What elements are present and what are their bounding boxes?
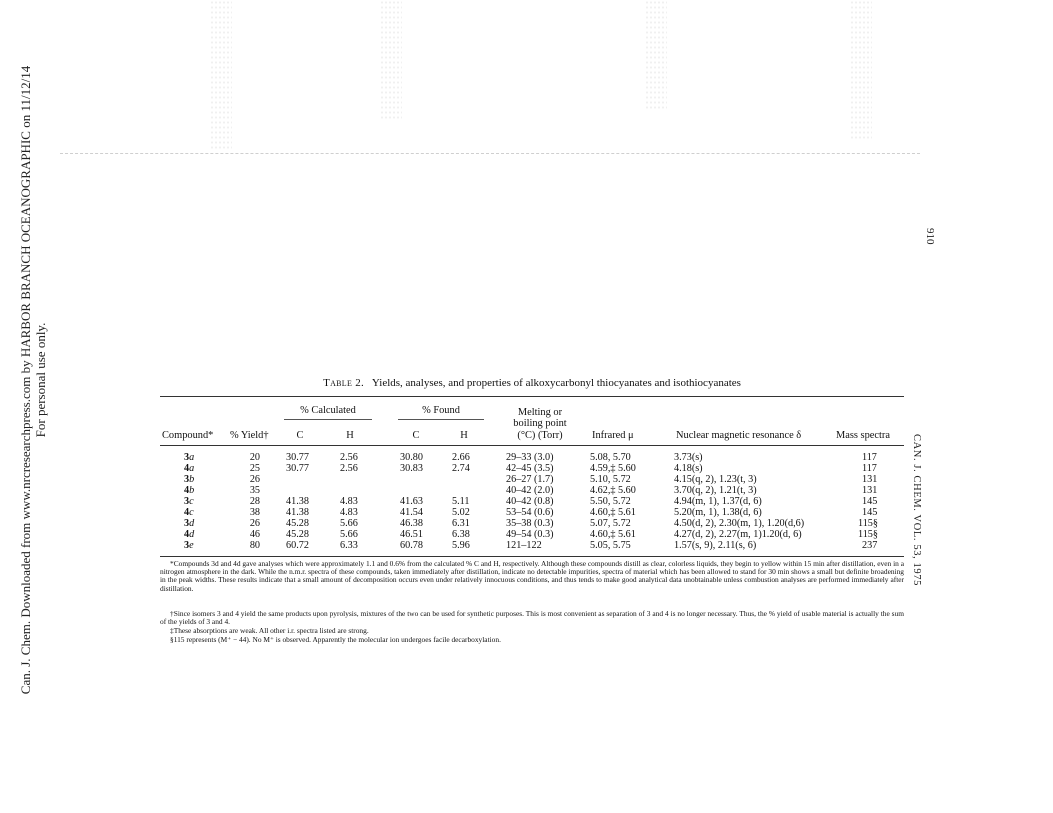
compound-number: 3 — [184, 474, 190, 485]
compound-letter: b — [189, 485, 195, 496]
header-found: % Found — [422, 405, 460, 416]
ms-cell: 117 — [862, 452, 877, 463]
nmr-cell: 4.27(d, 2), 2.27(m, 1)1.20(d, 6) — [674, 529, 802, 540]
compound-number: 3 — [184, 452, 190, 463]
table-caption-text: Yields, analyses, and properties of alkoxycarbonyl thiocyanates and isothiocyanates — [371, 377, 741, 389]
found-c-cell: 41.54 — [400, 507, 423, 518]
header-calc-c: C — [296, 430, 304, 441]
calc-c-cell: 60.72 — [286, 540, 309, 551]
header-yield: % Yield† — [230, 430, 269, 441]
compound-letter: d — [189, 518, 195, 529]
compound-cell — [184, 496, 194, 507]
yield-cell: 80 — [249, 540, 260, 551]
compound-letter: b — [189, 474, 195, 485]
ms-cell: 117 — [862, 463, 877, 474]
compound-cell — [184, 518, 194, 529]
compound-letter: a — [189, 463, 195, 474]
table-bottom-rule — [160, 556, 904, 557]
header-bp-line3: (°C) (Torr) — [517, 430, 563, 441]
footnote-absorptions: ‡These absorptions are weak. All other i.r. spectra listed are strong. — [170, 626, 369, 635]
download-notice-line2: For personal use only. — [33, 322, 48, 438]
found-c-cell: 60.78 — [400, 540, 423, 551]
nmr-cell: 4.50(d, 2), 2.30(m, 1), 1.20(d,6) — [674, 518, 805, 529]
found-subrule — [398, 419, 484, 420]
compound-letter: d — [189, 529, 195, 540]
header-calculated: % Calculated — [300, 405, 356, 416]
calc-h-cell: 4.83 — [340, 496, 358, 507]
table-caption — [160, 377, 904, 389]
yield-cell: 20 — [249, 452, 260, 463]
table-top-rule — [160, 396, 904, 397]
ir-cell: 4.62,‡ 5.60 — [590, 485, 636, 496]
calc-c-cell: 30.77 — [286, 463, 309, 474]
journal-running-head: CAN. J. CHEM. VOL. 53, 1975 — [911, 434, 922, 586]
ms-cell: 115§ — [858, 529, 878, 540]
ir-cell: 5.05, 5.75 — [590, 540, 631, 551]
compound-letter: c — [189, 507, 194, 518]
compound-number: 3 — [184, 540, 190, 551]
compound-number: 4 — [184, 507, 190, 518]
yield-cell: 26 — [249, 474, 260, 485]
ms-cell: 131 — [862, 485, 878, 496]
header-calc-h: H — [346, 430, 354, 441]
ms-cell: 145 — [862, 507, 878, 518]
found-h-cell: 2.74 — [452, 463, 470, 474]
ir-cell: 5.10, 5.72 — [590, 474, 631, 485]
calc-h-cell: 2.56 — [340, 452, 358, 463]
header-bp-line2: boiling point — [513, 418, 567, 429]
nmr-cell: 5.20(m, 1), 1.38(d, 6) — [674, 507, 762, 518]
nmr-cell: 4.15(q, 2), 1.23(t, 3) — [674, 474, 757, 485]
scan-artifact — [380, 0, 402, 120]
calc-c-cell: 41.38 — [286, 507, 309, 518]
page-number: 910 — [924, 228, 936, 245]
found-h-cell: 5.96 — [452, 540, 470, 551]
compound-letter: c — [189, 496, 194, 507]
ms-cell: 115§ — [858, 518, 878, 529]
download-notice — [18, 20, 48, 740]
found-h-cell: 2.66 — [452, 452, 470, 463]
ir-cell: 4.60,‡ 5.61 — [590, 507, 636, 518]
bp-cell: 29–33 (3.0) — [506, 452, 554, 463]
found-c-cell: 41.63 — [400, 496, 423, 507]
compound-number: 4 — [184, 463, 190, 474]
compound-cell — [184, 463, 194, 474]
calc-c-cell: 45.28 — [286, 529, 309, 540]
calc-h-cell: 5.66 — [340, 529, 358, 540]
ir-cell: 4.60,‡ 5.61 — [590, 529, 636, 540]
found-h-cell: 5.11 — [452, 496, 470, 507]
yield-cell: 28 — [249, 496, 260, 507]
bp-cell: 40–42 (0.8) — [506, 496, 554, 507]
ir-cell: 5.50, 5.72 — [590, 496, 631, 507]
header-infrared: Infrared μ — [592, 430, 634, 441]
calc-c-cell: 41.38 — [286, 496, 309, 507]
calc-h-cell: 2.56 — [340, 463, 358, 474]
scan-artifact — [210, 0, 232, 150]
scan-artifact-line — [60, 153, 920, 154]
found-h-cell: 5.02 — [452, 507, 470, 518]
calc-c-cell: 30.77 — [286, 452, 309, 463]
ms-cell: 145 — [862, 496, 878, 507]
calc-h-cell: 4.83 — [340, 507, 358, 518]
header-found-c: C — [412, 430, 420, 441]
yield-cell: 35 — [249, 485, 260, 496]
compound-cell — [184, 540, 194, 551]
found-c-cell: 30.83 — [400, 463, 423, 474]
compound-cell — [184, 485, 194, 496]
compound-cell — [184, 507, 194, 518]
compound-number: 4 — [184, 529, 190, 540]
yield-cell: 38 — [249, 507, 260, 518]
bp-cell: 49–54 (0.3) — [506, 529, 554, 540]
download-notice-line1: Can. J. Chem. Downloaded from www.nrcresearchpress.com by HARBOR BRANCH OCEANOGRAPHIC on 11/12/14 — [18, 65, 33, 695]
table-label: Table 2. — [323, 377, 365, 389]
nmr-cell: 4.18(s) — [674, 463, 703, 474]
compound-cell — [184, 474, 194, 485]
compound-cell — [184, 529, 194, 540]
header-compound: Compound* — [162, 430, 214, 441]
compound-letter: e — [189, 540, 194, 551]
compound-number: 3 — [184, 496, 190, 507]
footnote-compounds: *Compounds 3d and 4d gave analyses which were approximately 1.1 and 0.6% from the calculated % C and H, respectively. Although these compounds distill as clear, colorless liquids, they begin to yellow within 15 min after distillation, even in a nitrogen atmosphere in the dark. While the n.m.r. spectra of these compounds, taken immediately after distillation, indicate no detectable impurities, spectra of material which has been allowed to stand for 30 min shows a small but definite broadening in the peak widths. These results indicate that a small amount of decomposition occurs even under relatively innocuous conditions, and thus tends to make good analytical data unobtainable unless combustion analyses are performed immediately after distillation. — [160, 559, 904, 593]
bp-cell: 121–122 — [506, 540, 542, 551]
yield-cell: 46 — [249, 529, 260, 540]
bp-cell: 42–45 (3.5) — [506, 463, 554, 474]
ir-cell: 5.07, 5.72 — [590, 518, 631, 529]
compound-number: 3 — [184, 518, 190, 529]
compound-letter: a — [189, 452, 195, 463]
nmr-cell: 3.73(s) — [674, 452, 703, 463]
bp-cell: 35–38 (0.3) — [506, 518, 554, 529]
ms-cell: 237 — [862, 540, 878, 551]
header-bp-line1: Melting or — [517, 407, 563, 418]
calculated-subrule — [284, 419, 372, 420]
found-c-cell: 46.51 — [400, 529, 423, 540]
ir-cell: 5.08, 5.70 — [590, 452, 631, 463]
footnote-isomers: †Since isomers 3 and 4 yield the same products upon pyrolysis, mixtures of the two can be used for synthetic purposes. This is most convenient as separation of 3 and 4 is no longer necessary. Thus, the % yield of usable material is actually the sum of the yields of 3 and 4. — [160, 609, 904, 627]
nmr-cell: 1.57(s, 9), 2.11(s, 6) — [674, 540, 757, 551]
nmr-cell: 4.94(m, 1), 1.37(d, 6) — [674, 496, 762, 507]
nmr-cell: 3.70(q, 2), 1.21(t, 3) — [674, 485, 757, 496]
header-found-h: H — [460, 430, 468, 441]
found-c-cell: 46.38 — [400, 518, 423, 529]
bp-cell: 26–27 (1.7) — [506, 474, 554, 485]
found-h-cell: 6.38 — [452, 529, 470, 540]
compound-number: 4 — [184, 485, 190, 496]
calc-c-cell: 45.28 — [286, 518, 309, 529]
compound-cell — [184, 452, 194, 463]
table-header-rule — [160, 445, 904, 446]
scan-artifact — [850, 0, 872, 140]
calc-h-cell: 5.66 — [340, 518, 358, 529]
bp-cell: 53–54 (0.6) — [506, 507, 554, 518]
bp-cell: 40–42 (2.0) — [506, 485, 554, 496]
header-nmr: Nuclear magnetic resonance δ — [676, 430, 802, 441]
yield-cell: 26 — [249, 518, 260, 529]
found-h-cell: 6.31 — [452, 518, 470, 529]
calc-h-cell: 6.33 — [340, 540, 358, 551]
header-mass-spectra: Mass spectra — [836, 430, 890, 441]
scan-artifact — [645, 0, 667, 110]
ir-cell: 4.59,‡ 5.60 — [590, 463, 636, 474]
yield-cell: 25 — [249, 463, 260, 474]
found-c-cell: 30.80 — [400, 452, 423, 463]
footnote-mass: §115 represents (M⁺ − 44). No M⁺ is observed. Apparently the molecular ion undergoes facile decarboxylation. — [170, 635, 501, 644]
ms-cell: 131 — [862, 474, 878, 485]
